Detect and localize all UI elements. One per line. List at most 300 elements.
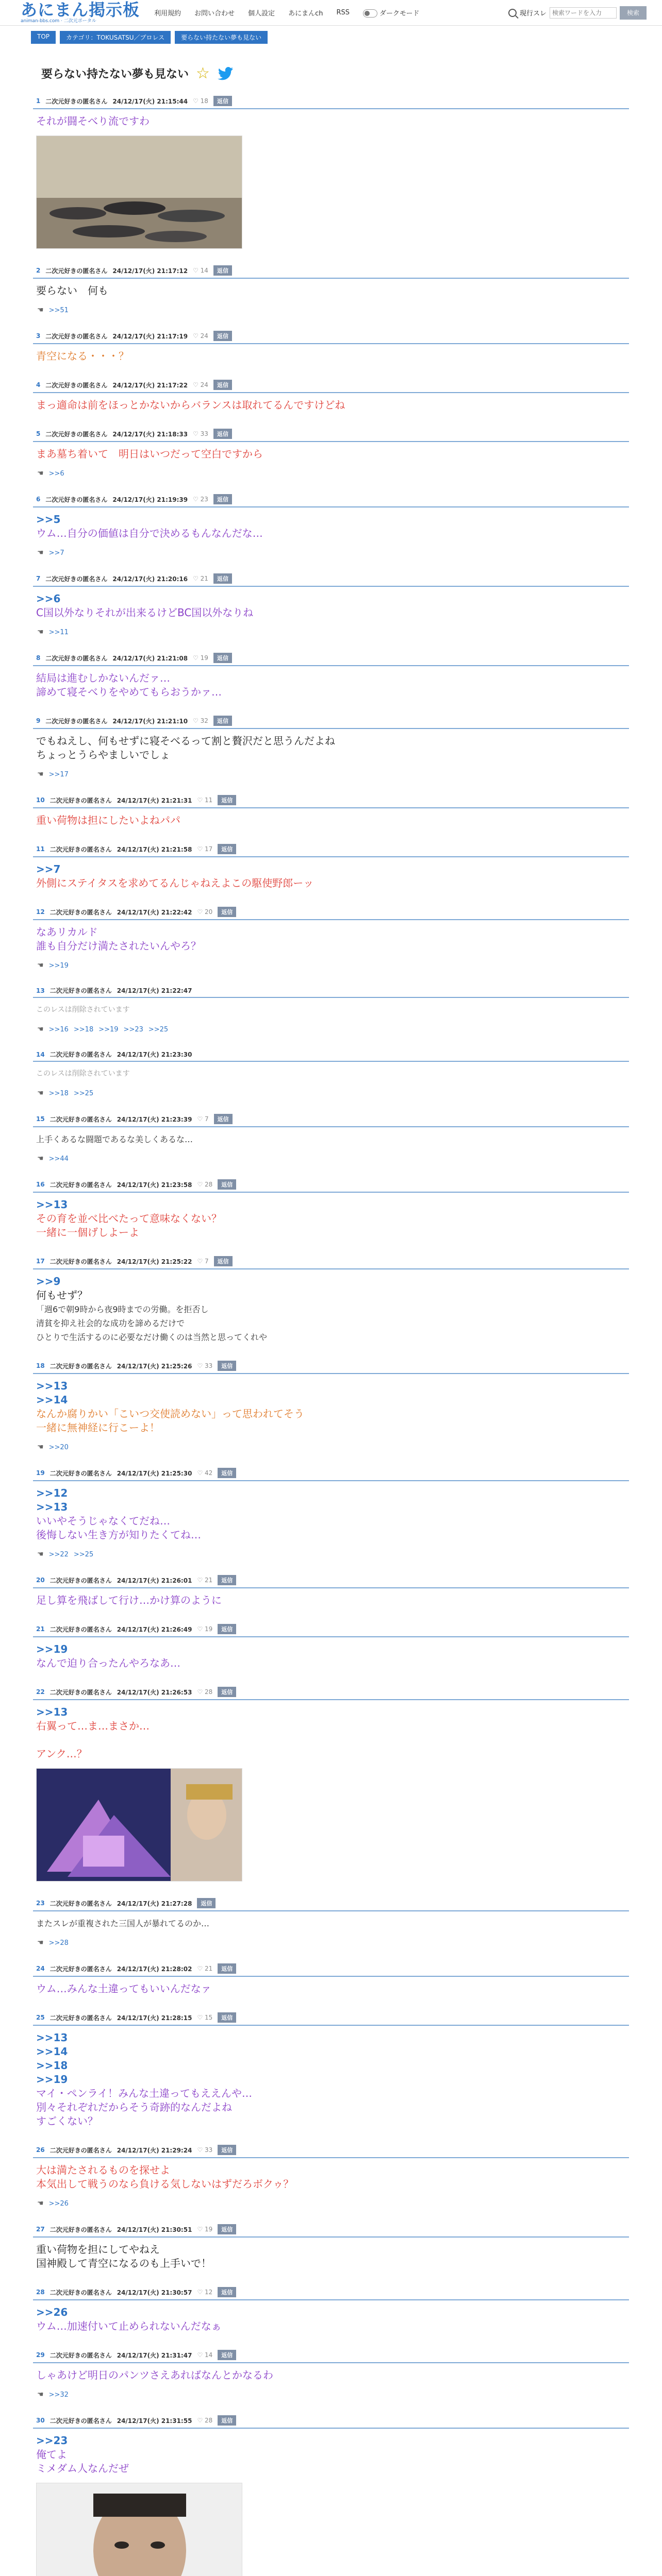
- like-count-value: 12: [205, 2289, 213, 2296]
- post-replies: [33, 540, 629, 557]
- search-icon: [508, 9, 517, 17]
- post: [0, 1179, 662, 1240]
- reply-button[interactable]: 返信: [213, 653, 232, 663]
- post: [0, 1050, 662, 1097]
- reply-link[interactable]: >>19: [48, 961, 69, 970]
- post-image[interactable]: [36, 135, 242, 249]
- post-number[interactable]: 14: [36, 1050, 45, 1058]
- nav-personal-settings[interactable]: 個人設定: [248, 10, 275, 18]
- post-date: 24/12/17(火) 21:25:22: [117, 1258, 192, 1265]
- post-number[interactable]: 18: [36, 1362, 45, 1369]
- like-count-value: 11: [205, 796, 213, 804]
- post-text-line[interactable]: >>13: [36, 1501, 68, 1513]
- post-header: [33, 795, 629, 808]
- post-number[interactable]: 19: [36, 1469, 45, 1477]
- post-body: [33, 920, 629, 953]
- like-count-value: 21: [200, 575, 208, 582]
- post-text-line: [36, 1733, 626, 1747]
- poster-name: 二次元好きの匿名さん: [49, 2014, 112, 2022]
- post-number[interactable]: 4: [36, 381, 41, 388]
- like-count[interactable]: ♡ 28: [197, 1688, 213, 1696]
- post: [0, 494, 662, 557]
- post-date: 24/12/17(火) 21:22:47: [117, 987, 192, 994]
- post-header: [33, 2012, 629, 2026]
- poster-name: 二次元好きの匿名さん: [49, 2351, 112, 2359]
- like-count[interactable]: ♡ 24: [193, 332, 208, 340]
- post-number[interactable]: 28: [36, 2289, 45, 2296]
- post-number[interactable]: 29: [36, 2351, 45, 2359]
- post-body: [33, 1977, 629, 1996]
- like-count[interactable]: ♡ 15: [197, 2014, 213, 2021]
- like-count[interactable]: ♡ 19: [197, 1625, 213, 1633]
- reply-link[interactable]: >>32: [48, 2391, 69, 2399]
- post-text-line: まあ墓ち着いて 明日はいつだって空白ですから: [36, 448, 263, 460]
- post-date: 24/12/17(火) 21:18:33: [112, 430, 188, 438]
- post-body: [33, 666, 629, 699]
- breadcrumb-category[interactable]: カテゴリ：TOKUSATSU／プロレス: [60, 31, 171, 44]
- like-count[interactable]: ♡ 11: [197, 796, 213, 804]
- poster-name: 二次元好きの匿名さん: [49, 1577, 112, 1584]
- poster-name: 二次元好きの匿名さん: [45, 332, 108, 340]
- like-count[interactable]: ♡ 17: [197, 845, 213, 853]
- like-count[interactable]: ♡ 14: [193, 267, 208, 274]
- reply-button[interactable]: 返信: [218, 795, 236, 805]
- like-count[interactable]: ♡ 42: [197, 1469, 213, 1477]
- poster-name: 二次元好きの匿名さん: [45, 496, 108, 503]
- post-number[interactable]: 22: [36, 1688, 45, 1696]
- like-count-value: 21: [205, 1577, 213, 1584]
- like-count[interactable]: ♡ 23: [193, 496, 208, 503]
- like-count[interactable]: ♡ 19: [193, 654, 208, 662]
- post-date: 24/12/17(火) 21:26:53: [117, 1688, 192, 1696]
- post-text-line: 大は満たされるものを探せよ: [36, 2164, 170, 2176]
- search-scope-select[interactable]: 現行スレ: [519, 10, 547, 18]
- poster-name: 二次元好きの匿名さん: [45, 267, 108, 275]
- poster-name: 二次元好きの匿名さん: [49, 2226, 112, 2233]
- reply-button[interactable]: 返信: [218, 2415, 236, 2426]
- reply-button[interactable]: 返信: [218, 1687, 236, 1697]
- like-count[interactable]: ♡ 33: [193, 430, 208, 437]
- post-date: 24/12/17(火) 21:17:12: [112, 267, 188, 275]
- like-count-value: 19: [205, 2226, 213, 2233]
- post-header: [33, 96, 629, 109]
- post-text-line[interactable]: >>12: [36, 1487, 68, 1499]
- post-text-line[interactable]: >>13: [36, 1706, 68, 1718]
- post-number[interactable]: 9: [36, 717, 41, 724]
- post: [0, 1468, 662, 1558]
- breadcrumb: [0, 26, 662, 44]
- post-text-line[interactable]: >>26: [36, 2306, 68, 2318]
- post-text-line: 諦めて寝そべりをやめてもらおうかァ…: [36, 686, 222, 698]
- post-text-line: このレスは削除されています: [36, 1070, 130, 1078]
- reply-button[interactable]: 返信: [218, 1963, 236, 1974]
- poster-name: 二次元好きの匿名さん: [49, 1258, 112, 1265]
- like-count[interactable]: ♡ 21: [197, 1577, 213, 1584]
- reply-link[interactable]: >>44: [48, 1155, 69, 1163]
- post-text-line: しゃあけど明日のパンツさえあればなんとかなるわ: [36, 2369, 273, 2381]
- like-count-value: 7: [205, 1258, 209, 1265]
- reply-link[interactable]: >>51: [48, 306, 69, 314]
- post-date: 24/12/17(火) 21:22:42: [117, 908, 192, 916]
- reply-link[interactable]: >>6: [48, 469, 64, 478]
- post-number[interactable]: 12: [36, 908, 45, 916]
- post-text-line: ウム…自分の価値は自分で決めるもんなんだな…: [36, 527, 263, 539]
- post-text-line: このレスは削除されています: [36, 1006, 130, 1014]
- reply-link[interactable]: >>17: [48, 770, 69, 778]
- post-header: [33, 1898, 629, 1911]
- logo-title[interactable]: あにまん掲示板: [21, 0, 140, 20]
- reply-button[interactable]: 返信: [218, 2145, 236, 2155]
- post-body: [33, 109, 629, 128]
- reply-button[interactable]: 返信: [214, 1256, 233, 1266]
- post-date: 24/12/17(火) 21:30:57: [117, 2289, 192, 2296]
- reply-indicator-icon: ☚: [37, 306, 44, 314]
- post-date: 24/12/17(火) 21:31:55: [117, 2417, 192, 2425]
- reply-button[interactable]: 返信: [218, 1179, 236, 1190]
- reply-button[interactable]: 返信: [218, 844, 236, 854]
- post-number[interactable]: 1: [36, 97, 41, 105]
- like-count-value: 23: [200, 496, 208, 503]
- reply-link[interactable]: >>25: [73, 1089, 94, 1097]
- post-date: 24/12/17(火) 21:17:22: [112, 381, 188, 389]
- post-date: 24/12/17(火) 21:17:19: [112, 332, 188, 340]
- post-date: 24/12/17(火) 21:21:08: [112, 654, 188, 662]
- post-replies: [33, 1017, 629, 1033]
- post-header: [33, 1256, 629, 1269]
- like-count[interactable]: ♡ 12: [197, 2289, 213, 2296]
- post: [0, 96, 662, 249]
- post-body: [33, 2300, 629, 2333]
- like-count-value: 20: [205, 908, 213, 916]
- poster-name: 二次元好きの匿名さん: [45, 381, 108, 389]
- reply-link[interactable]: >>18: [48, 1089, 69, 1097]
- breadcrumb-thread[interactable]: 要らない持たない夢も見ない: [175, 31, 268, 44]
- reply-indicator-icon: ☚: [37, 628, 44, 636]
- reply-button[interactable]: 返信: [218, 2287, 236, 2297]
- post-header: [33, 907, 629, 920]
- reply-button[interactable]: 返信: [218, 1624, 236, 1634]
- like-count[interactable]: ♡ 33: [197, 2146, 213, 2154]
- post-replies: [33, 2382, 629, 2399]
- post-body: [33, 279, 629, 298]
- like-count-value: 28: [205, 1181, 213, 1188]
- breadcrumb-top[interactable]: TOP: [31, 31, 56, 44]
- reply-button[interactable]: 返信: [197, 1898, 216, 1908]
- post-image[interactable]: [36, 1768, 242, 1882]
- post-header: [33, 986, 629, 998]
- poster-name: 二次元好きの匿名さん: [49, 2289, 112, 2296]
- post-replies: [33, 762, 629, 778]
- post-header: [33, 1624, 629, 1637]
- reply-indicator-icon: ☚: [37, 1155, 44, 1163]
- post-text-line[interactable]: >>7: [36, 863, 61, 875]
- post-text-line: 俺てよ: [36, 2448, 67, 2461]
- post-number[interactable]: 16: [36, 1181, 45, 1188]
- reply-button[interactable]: 返信: [218, 1575, 236, 1585]
- reply-button[interactable]: 返信: [218, 2012, 236, 2023]
- post-header: [33, 2415, 629, 2429]
- post-number[interactable]: 8: [36, 654, 41, 662]
- post: [0, 1963, 662, 1996]
- like-count-value: 19: [200, 654, 208, 662]
- post-header: [33, 1114, 629, 1127]
- poster-name: 二次元好きの匿名さん: [49, 1181, 112, 1189]
- post-replies: [33, 2191, 629, 2208]
- site-logo[interactable]: [21, 1, 140, 24]
- post-body: [33, 344, 629, 363]
- logo-subtitle: animan-bbs.com · 二次元ポータル: [21, 19, 96, 24]
- post-header: [33, 653, 629, 666]
- post-number[interactable]: 13: [36, 987, 45, 994]
- post-number[interactable]: 25: [36, 2014, 45, 2021]
- reply-button[interactable]: 返信: [213, 573, 232, 584]
- post-text-line[interactable]: >>19: [36, 2073, 68, 2086]
- post-text-line: 何もせず？: [36, 1289, 88, 1301]
- post-number[interactable]: 26: [36, 2146, 45, 2154]
- search-button[interactable]: 検索: [620, 6, 647, 20]
- like-count[interactable]: ♡ 21: [197, 1965, 213, 1972]
- post-body: [33, 1127, 629, 1146]
- post-header: [33, 1963, 629, 1977]
- like-count[interactable]: ♡ 7: [197, 1115, 209, 1123]
- like-count[interactable]: ♡ 14: [197, 2351, 213, 2359]
- post-text-line: 足し算を飛ばして行け…かけ算のように: [36, 1594, 222, 1606]
- post: [0, 2350, 662, 2399]
- post-body: [33, 1193, 629, 1240]
- post-header: [33, 716, 629, 729]
- post-replies: [33, 953, 629, 970]
- like-count[interactable]: ♡ 18: [193, 97, 208, 105]
- post-number[interactable]: 21: [36, 1625, 45, 1633]
- like-count-value: 28: [205, 1688, 213, 1696]
- like-count-value: 24: [200, 381, 208, 388]
- reply-link[interactable]: >>16: [48, 1025, 69, 1033]
- reply-link[interactable]: >>18: [73, 1025, 94, 1033]
- post-text-line[interactable]: >>5: [36, 513, 61, 526]
- reply-indicator-icon: ☚: [37, 549, 44, 557]
- post-number[interactable]: 2: [36, 267, 41, 274]
- post-text-line[interactable]: >>9: [36, 1275, 61, 1287]
- post-date: 24/12/17(火) 21:15:44: [112, 97, 188, 105]
- post-text-line[interactable]: >>14: [36, 1394, 68, 1406]
- like-count-value: 32: [200, 717, 208, 724]
- post-text-line: まっ適命は前をほっとかないからバランスは取れてるんですけどね: [36, 399, 345, 411]
- like-count[interactable]: ♡ 28: [197, 1181, 213, 1188]
- like-count[interactable]: ♡ 28: [197, 2417, 213, 2424]
- post-date: 24/12/17(火) 21:29:24: [117, 2146, 192, 2154]
- dark-mode-toggle[interactable]: [363, 8, 419, 18]
- post-date: 24/12/17(火) 21:19:39: [112, 496, 188, 503]
- post-text-line: またスレが重複された三国人が暴れてるのか…: [36, 1919, 210, 1928]
- like-count-value: 42: [205, 1469, 213, 1477]
- like-count-value: 14: [200, 267, 208, 274]
- post-header: [33, 429, 629, 442]
- post-number[interactable]: 23: [36, 1900, 45, 1907]
- like-count-value: 18: [200, 97, 208, 105]
- post-text-line[interactable]: >>18: [36, 2059, 68, 2072]
- post-header: [33, 1468, 629, 1481]
- post-header: [33, 380, 629, 393]
- post: [0, 986, 662, 1033]
- poster-name: 二次元好きの匿名さん: [49, 1965, 112, 1973]
- post-number[interactable]: 7: [36, 575, 41, 582]
- post-body: [33, 729, 629, 762]
- reply-button[interactable]: 返信: [213, 265, 232, 276]
- like-count-value: 24: [200, 332, 208, 340]
- post-date: 24/12/17(火) 21:25:26: [117, 1362, 192, 1370]
- post-date: 24/12/17(火) 21:23:30: [117, 1051, 192, 1058]
- reply-button[interactable]: 返信: [213, 494, 232, 504]
- post-body: [33, 998, 629, 1017]
- post-number[interactable]: 3: [36, 332, 41, 340]
- post: [0, 653, 662, 699]
- post-image[interactable]: [36, 2483, 242, 2576]
- post-text-line: 青空になる・・・？: [36, 350, 129, 362]
- main-nav: [154, 8, 508, 18]
- like-count[interactable]: ♡ 7: [197, 1258, 209, 1265]
- reply-button[interactable]: 返信: [214, 1114, 233, 1124]
- nav-animanch[interactable]: あにまんch: [288, 10, 323, 18]
- post-text-line[interactable]: >>19: [36, 1643, 68, 1655]
- post-text-line: 別々それぞれだからそう奇跡的なんだよね: [36, 2101, 232, 2113]
- search-input[interactable]: [550, 7, 617, 19]
- like-count[interactable]: ♡ 33: [197, 1362, 213, 1369]
- post-date: 24/12/17(火) 21:21:58: [117, 845, 192, 853]
- like-count[interactable]: ♡ 21: [193, 575, 208, 582]
- reply-link[interactable]: >>19: [98, 1025, 119, 1033]
- post-header: [33, 2287, 629, 2300]
- like-count-value: 7: [205, 1115, 209, 1123]
- post-text-line: 国神殿して青空になるのも上手いで！: [36, 2257, 211, 2269]
- dark-mode-label: ダークモード: [379, 9, 420, 18]
- toggle-switch[interactable]: [363, 9, 377, 18]
- reply-indicator-icon: ☚: [37, 1939, 44, 1947]
- poster-name: 二次元好きの匿名さん: [49, 2417, 112, 2425]
- like-count[interactable]: ♡ 19: [197, 2226, 213, 2233]
- post-date: 24/12/17(火) 21:21:31: [117, 796, 192, 804]
- post-date: 24/12/17(火) 21:31:47: [117, 2351, 192, 2359]
- reply-button[interactable]: 返信: [213, 716, 232, 726]
- reply-link[interactable]: >>22: [48, 1550, 69, 1558]
- post-text-line: 重い荷物を担にしてやねえ: [36, 2243, 160, 2256]
- like-count-value: 33: [205, 1362, 213, 1369]
- like-count-value: 15: [205, 2014, 213, 2021]
- post-header: [33, 844, 629, 857]
- reply-button[interactable]: 返信: [218, 1361, 236, 1371]
- post-text-line: ウム…加速付いて止められないんだなぁ: [36, 2320, 222, 2332]
- post-text-line: 誰も自分だけ満たされたいんやろ？: [36, 940, 201, 952]
- reply-link[interactable]: >>25: [148, 1025, 169, 1033]
- post-number[interactable]: 15: [36, 1115, 45, 1123]
- post-text-line[interactable]: >>14: [36, 2045, 68, 2058]
- reply-link[interactable]: >>28: [48, 1939, 69, 1947]
- reply-button[interactable]: 返信: [213, 96, 232, 106]
- post-body: [33, 1588, 629, 1607]
- twitter-icon[interactable]: [217, 67, 234, 80]
- like-count-value: 33: [205, 2146, 213, 2154]
- post-body: [33, 1637, 629, 1670]
- post-body: [33, 1481, 629, 1542]
- post-body: [33, 1269, 629, 1344]
- reply-link[interactable]: >>25: [73, 1550, 94, 1558]
- reply-indicator-icon: ☚: [37, 469, 44, 478]
- nav-terms[interactable]: 利用規約: [154, 10, 181, 18]
- post-text-line: 後悔しない生き方が知りたくてね…: [36, 1529, 201, 1541]
- post-number[interactable]: 6: [36, 496, 41, 503]
- post: [0, 844, 662, 890]
- post-text-line: 結局は進むしかないんだァ…: [36, 672, 170, 684]
- post-date: 24/12/17(火) 21:23:39: [117, 1115, 192, 1123]
- poster-name: 二次元好きの匿名さん: [49, 1469, 112, 1477]
- post-body: [33, 1374, 629, 1435]
- post-text-line[interactable]: >>13: [36, 1198, 68, 1211]
- reply-indicator-icon: ☚: [37, 961, 44, 970]
- post-date: 24/12/17(火) 21:20:16: [112, 575, 188, 583]
- post-body: [33, 2158, 629, 2191]
- reply-link[interactable]: >>7: [48, 549, 64, 557]
- reply-link[interactable]: >>26: [48, 2199, 69, 2208]
- reply-link[interactable]: >>23: [123, 1025, 143, 1033]
- post-date: 24/12/17(火) 21:26:01: [117, 1577, 192, 1584]
- reply-button[interactable]: 返信: [218, 1468, 236, 1478]
- reply-button[interactable]: 返信: [218, 907, 236, 917]
- post: [0, 1361, 662, 1451]
- like-count[interactable]: ♡ 20: [197, 908, 213, 916]
- post-number[interactable]: 17: [36, 1258, 45, 1265]
- post-text-line: 一緒に無神経に行こーよ！: [36, 1421, 160, 1434]
- reply-button[interactable]: 返信: [218, 2224, 236, 2234]
- reply-button[interactable]: 返信: [213, 429, 232, 439]
- post-text-line[interactable]: >>13: [36, 2031, 68, 2044]
- like-count-value: 33: [200, 430, 208, 437]
- reply-indicator-icon: ☚: [37, 770, 44, 778]
- post-number[interactable]: 10: [36, 796, 45, 804]
- post-text-line: すごくない？: [36, 2115, 98, 2127]
- post-number[interactable]: 24: [36, 1965, 45, 1972]
- post-number[interactable]: 27: [36, 2226, 45, 2233]
- post-number[interactable]: 20: [36, 1577, 45, 1584]
- reply-link[interactable]: >>20: [48, 1443, 69, 1451]
- post: [0, 1898, 662, 1947]
- post-number[interactable]: 30: [36, 2417, 45, 2424]
- nav-contact[interactable]: お問い合わせ: [194, 10, 235, 18]
- star-icon[interactable]: ☆: [196, 64, 210, 82]
- post: [0, 1624, 662, 1670]
- post-number[interactable]: 11: [36, 845, 45, 853]
- post-header: [33, 2224, 629, 2238]
- like-count[interactable]: ♡ 32: [193, 717, 208, 724]
- reply-button[interactable]: 返信: [213, 380, 232, 390]
- post: [0, 380, 662, 412]
- post-date: 24/12/17(火) 21:21:10: [112, 717, 188, 725]
- nav-rss[interactable]: RSS: [336, 9, 350, 16]
- like-count-value: 14: [205, 2351, 213, 2359]
- post-number[interactable]: 5: [36, 430, 41, 437]
- reply-link[interactable]: >>11: [48, 628, 69, 636]
- post-text-line[interactable]: >>6: [36, 592, 61, 605]
- post: [0, 1114, 662, 1163]
- reply-button[interactable]: 返信: [213, 331, 232, 341]
- post-text-line: 本気出して戦うのなら負ける気しないはずだろボクゥ？: [36, 2178, 294, 2190]
- post-text-line[interactable]: >>13: [36, 1380, 68, 1392]
- reply-button[interactable]: 返信: [218, 2350, 236, 2360]
- post-text-line: 一緒に一個げしよーよ: [36, 1226, 139, 1239]
- like-count[interactable]: ♡ 24: [193, 381, 208, 388]
- poster-name: 二次元好きの匿名さん: [49, 845, 112, 853]
- post-text-line: 右翼って…ま…まさか…: [36, 1720, 150, 1732]
- post-text-line[interactable]: >>23: [36, 2434, 68, 2447]
- post: [0, 1687, 662, 1882]
